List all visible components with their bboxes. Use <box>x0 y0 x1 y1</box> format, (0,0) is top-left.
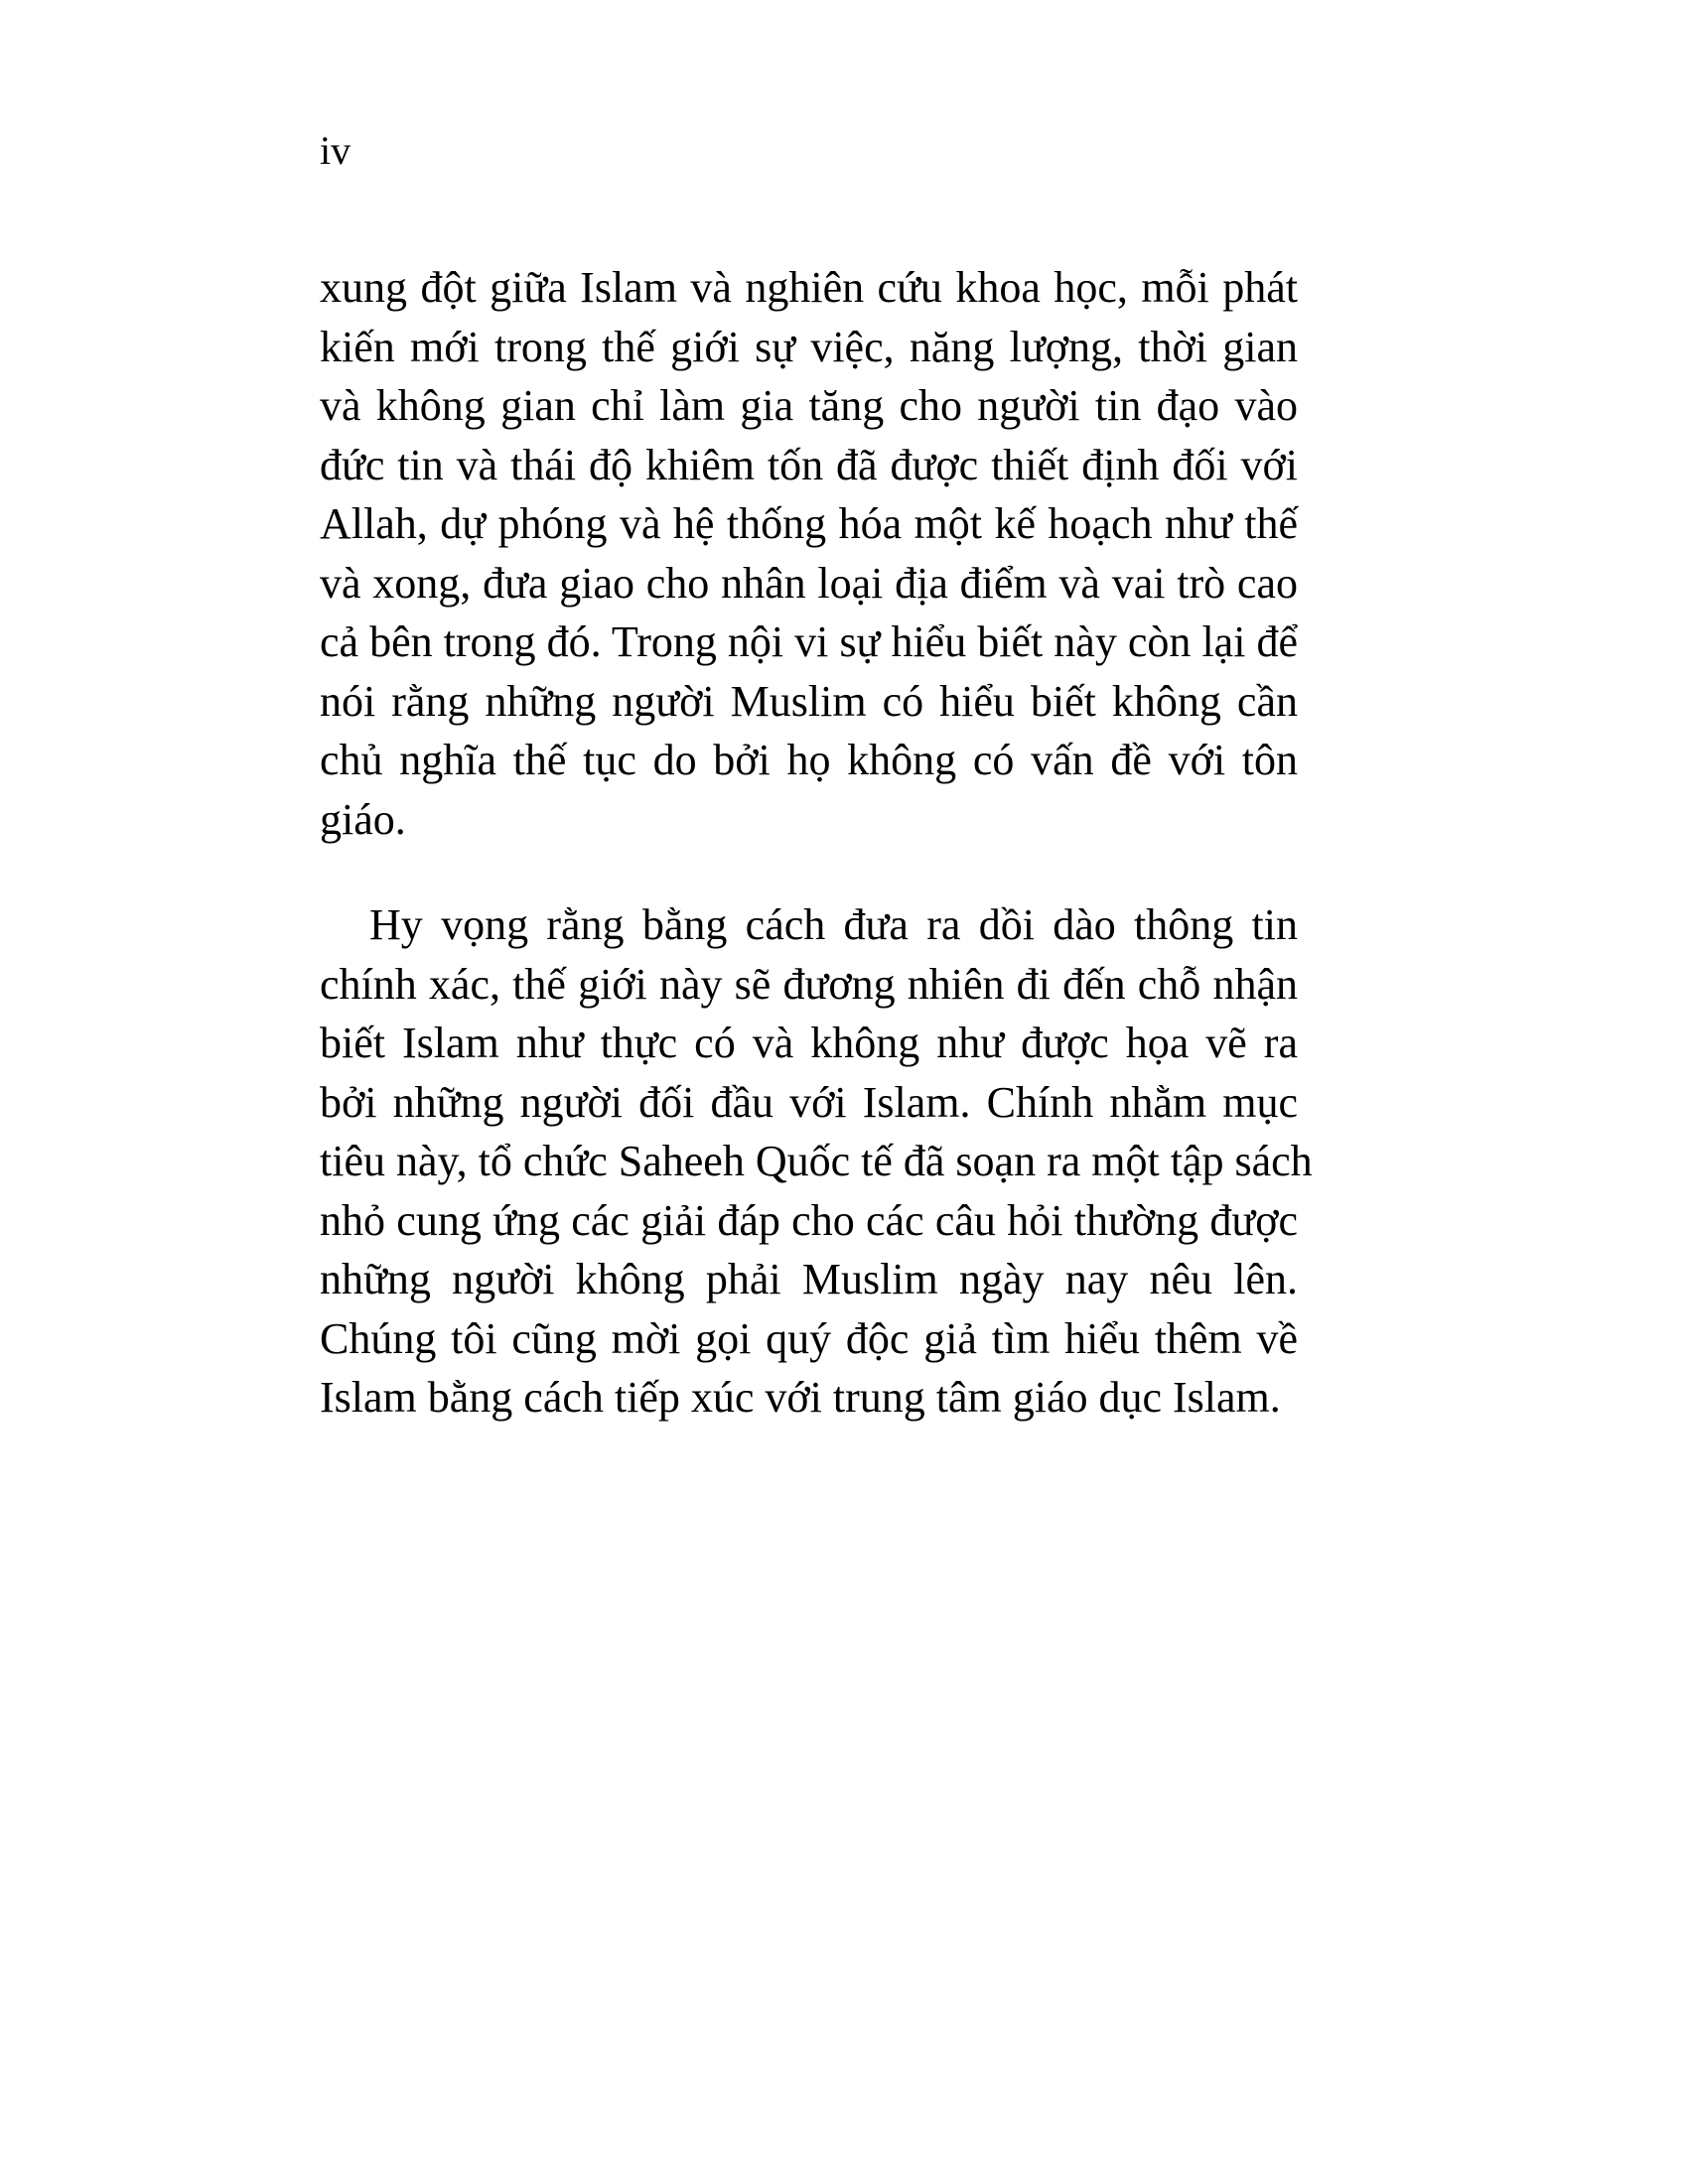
text-line: biết Islam như thực có và không như được họa vẽ ra <box>320 1019 1298 1067</box>
page-number: iv <box>320 128 352 173</box>
text-line: cả bên trong đó. Trong nội vi sự hiểu biết này còn lại để <box>320 617 1298 666</box>
text-line: Allah, dự phóng và hệ thống hóa một kế hoạch như thế <box>320 499 1298 548</box>
text-line: những người không phải Muslim ngày nay nêu lên. <box>320 1255 1298 1303</box>
text-line: Hy vọng rằng bằng cách đưa ra dồi dào thông tin <box>369 900 1298 949</box>
text-line: chủ nghĩa thế tục do bởi họ không có vấn đề với tôn <box>320 736 1298 784</box>
text-line: chính xác, thế giới này sẽ đương nhiên đi đến chỗ nhận <box>320 959 1298 1009</box>
text-line: nhỏ cung ứng các giải đáp cho các câu hỏi thường được <box>320 1195 1298 1245</box>
text-line: giáo. <box>320 794 406 844</box>
text-line: Islam bằng cách tiếp xúc với trung tâm giáo dục Islam. <box>320 1373 1281 1422</box>
paragraph-1 <box>320 258 1298 849</box>
text-line: và không gian chỉ làm gia tăng cho người tin đạo vào <box>320 381 1298 430</box>
text-line: đức tin và thái độ khiêm tốn đã được thiết định đối với <box>320 440 1298 489</box>
text-line: kiến mới trong thế giới sự việc, năng lượng, thời gian <box>320 322 1298 371</box>
text-line: và xong, đưa giao cho nhân loại địa điểm và vai trò cao <box>320 558 1298 608</box>
text-line: Chúng tôi cũng mời gọi quý độc giả tìm hiểu thêm về <box>320 1313 1298 1363</box>
text-line: xung đột giữa Islam và nghiên cứu khoa học, mỗi phát <box>320 263 1298 312</box>
paragraph-2 <box>320 895 1313 1428</box>
text-line: tiêu này, tổ chức Saheeh Quốc tế đã soạn ra một tập sách <box>320 1137 1313 1185</box>
text-line: bởi những người đối đầu với Islam. Chính nhằm mục <box>320 1077 1298 1127</box>
text-line: nói rằng những người Muslim có hiểu biết không cần <box>320 676 1298 726</box>
